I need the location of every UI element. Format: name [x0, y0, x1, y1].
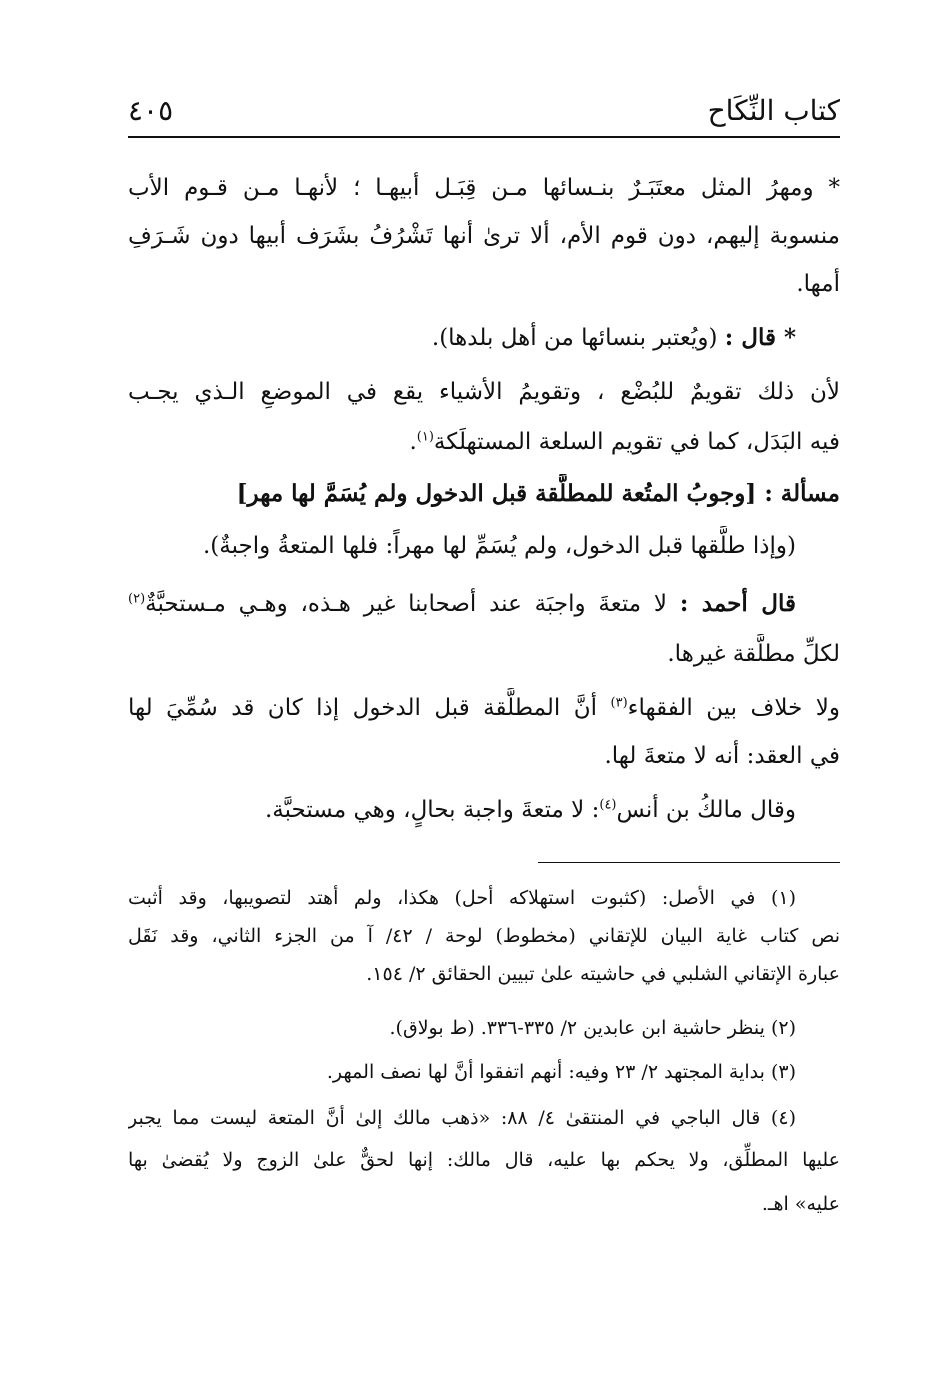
footnote-1-line-2: نص كتاب غاية البيان للإتقاني (مخطوط) لوحة / ٤٢/ آ من الجزء الثاني، وقد نَقَل — [128, 925, 840, 947]
paragraph-3-end: . — [409, 429, 417, 455]
paragraph-6-line-2: في العقد: أنه لا متعةَ لها. — [604, 743, 840, 769]
paragraph-7-text-b: : لا متعةَ واجبة بحالٍ، وهي مستحبَّة. — [264, 797, 600, 823]
footnote-2: (٢) ينظر حاشية ابن عابدين ٢/ ٣٣٥-٣٣٦. (ط بولاق). — [389, 1017, 796, 1039]
paragraph-3-text: فيه البَدَل، كما في تقويم السلعة المستهلَكة — [433, 429, 840, 455]
paragraph-5-line-1 — [128, 584, 840, 624]
masala-heading — [128, 474, 840, 514]
footnote-4-line-3: عليه» اهـ. — [761, 1193, 840, 1215]
paragraph-5-text: لا متعةَ واجبَة عند أصحابنا غير هـذه، وهـي مـستحبَّةٌ — [145, 591, 668, 617]
header-title: كتاب النِّكَاح — [707, 94, 840, 127]
footnote-rule — [538, 862, 840, 863]
paragraph-6-text-a: ولا خلاف بين الفقهاء — [627, 695, 840, 721]
footnote-3: (٣) بداية المجتهد ٢/ ٢٣ وفيه: أنهم اتفقوا أنَّ لها نصف المهر. — [326, 1061, 796, 1083]
footnote-1-line-3: عبارة الإتقاني الشلبي في حاشيته علىٰ تبيين الحقائق ٢/ ١٥٤. — [366, 963, 840, 985]
footnote-1-line-1: (١) في الأصل: (كثبوت استهلاكه أحل) هكذا، ولم أهتد لتصويبها، وقد أثبت — [128, 887, 796, 909]
footnote-4-line-1: (٤) قال الباجي في المنتقىٰ ٤/ ٨٨: «ذهب مالك إلىٰ أنَّ المتعة ليست مما يجبر — [128, 1107, 796, 1129]
ahmad-label: قال أحمد : — [679, 590, 796, 617]
masala-title: [وجوبُ المتُعة للمطلَّقة قبل الدخول ولم يُسَمَّ لها مهر] — [236, 480, 757, 507]
footnote-ref-1: (١) — [416, 429, 434, 445]
paragraph-3-line-1: لأن ذلك تقويمٌ للبُضْع ، وتقويمُ الأشياء يقع في الموضعِ الـذي يجـب — [128, 379, 840, 405]
page-number: ٤٠٥ — [128, 94, 174, 127]
matn-quote: (ويُعتبر بنسائها من أهل بلدها). — [431, 325, 718, 351]
footnote-ref-4: (٤) — [599, 797, 617, 813]
paragraph-7 — [128, 790, 840, 830]
paragraph-1-line-3: أمها. — [796, 271, 840, 297]
footnote-ref-3: (٣) — [610, 695, 628, 711]
paragraph-5-line-2: لكلِّ مطلَّقة غيرها. — [667, 641, 840, 667]
masala-label: مسألة : — [764, 480, 840, 507]
paragraph-1-line-2: منسوبة إليهم، دون قوم الأم، ألا ترىٰ أنها تَشْرُفُ بشَرَف أبيها دون شَـرَفِ — [128, 223, 840, 249]
paragraph-6-line-1 — [128, 688, 840, 728]
paragraph-3-line-2 — [128, 422, 840, 462]
footnote-ref-2: (٢) — [128, 591, 146, 607]
paragraph-6-text-b: أنَّ المطلَّقة قبل الدخول إذا كان قد سُمِّيَ لها — [128, 695, 598, 721]
footnote-4-line-2: عليها المطلِّق، ولا يحكم بها عليه، قال مالك: إنها لحقٌّ علىٰ الزوج ولا يُقضىٰ بها — [128, 1149, 840, 1171]
qala-marker: * قال : — [724, 324, 796, 351]
paragraph-4: (وإذا طلَّقها قبل الدخول، ولم يُسَمِّ لها مهراً: فلها المتعةُ واجبةٌ). — [202, 533, 796, 559]
running-header — [128, 88, 840, 134]
paragraph-7-text-a: وقال مالكُ بن أنس — [616, 797, 796, 823]
header-rule — [128, 136, 840, 138]
paragraph-1-line-1: * ومهرُ المثل معتَبَـرٌ بنـسائها مـن قِبَـل أبيهـا ؛ لأنهـا مـن قـوم الأب — [128, 175, 840, 201]
paragraph-2 — [128, 318, 840, 358]
